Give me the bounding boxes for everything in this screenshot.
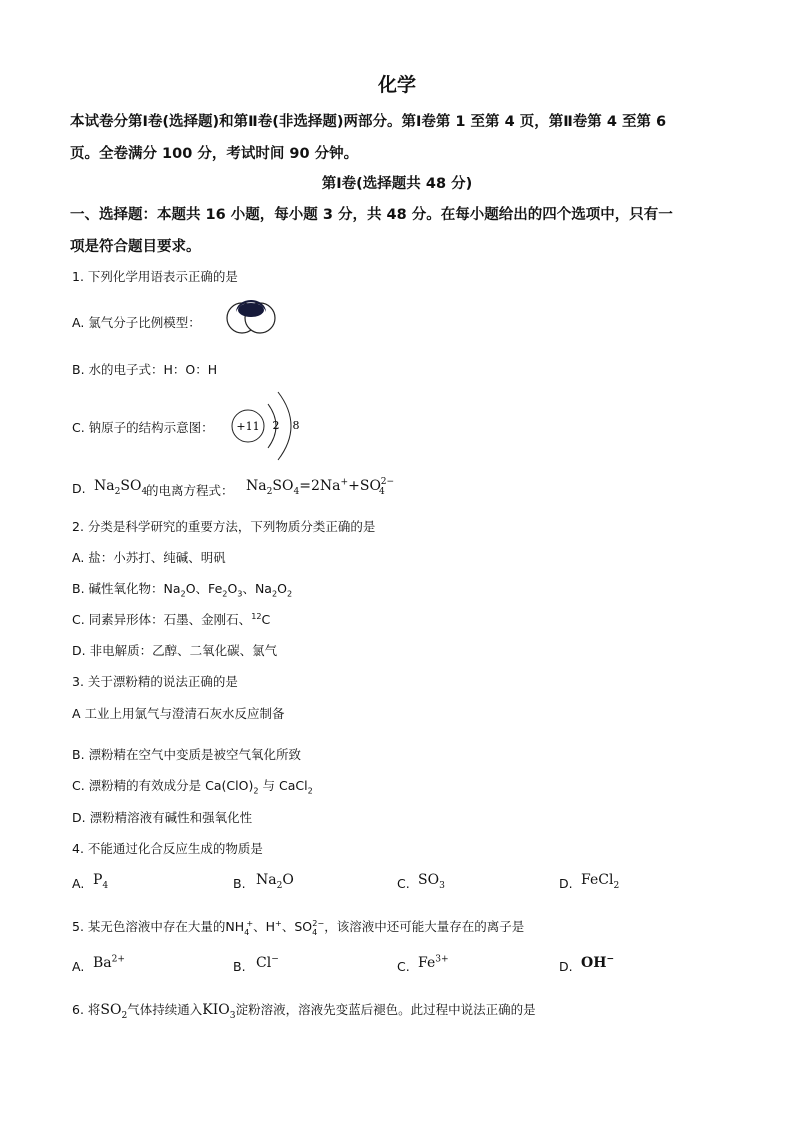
q1-option-a: A. 氯气分子比例模型： — [72, 315, 201, 330]
part1-heading: 第Ⅰ卷(选择题共 48 分) — [321, 176, 473, 192]
q1-d-text: 的电离方程式： — [146, 483, 234, 498]
q4-option-d-formula: FeCl$_2$ — [581, 872, 620, 891]
q2-stem: 2. 分类是科学研究的重要方法，下列物质分类正确的是 — [72, 519, 376, 534]
q5-option-b-ion: Cl− — [256, 954, 279, 971]
chlorine-molecule-model-image — [218, 298, 282, 340]
q5-option-b-label: B. — [233, 959, 246, 974]
q5-option-a-label: A. — [72, 959, 85, 974]
q3-option-d: D. 漂粉精溶液有碱性和强氧化性 — [72, 810, 253, 825]
section1-line-2: 项是符合题目要求。 — [70, 239, 201, 255]
q4-option-c-formula: $SO_3$ — [418, 872, 445, 891]
sodium-atom-structure-diagram — [228, 386, 308, 466]
q2-option-d: D. 非电解质：乙醇、二氧化碳、氯气 — [72, 643, 278, 658]
q2-option-a: A. 盐：小苏打、纯碱、明矾 — [72, 550, 226, 565]
q4-option-b-label: B. — [233, 876, 246, 891]
q2-option-c: C. 同素异形体：石墨、金刚石、$^{12}$C — [72, 610, 271, 627]
q4-stem: 4. 不能通过化合反应生成的物质是 — [72, 841, 263, 856]
q4-option-a-formula: $P_4$ — [93, 872, 109, 891]
q4-option-b-formula: $Na_2O$ — [256, 872, 294, 891]
shell1-label: 2 — [272, 419, 280, 432]
q1-option-b: B. 水的电子式：H：O：H — [72, 362, 218, 377]
q5-option-a-ion: $Ba^{2+}$ — [93, 954, 126, 971]
q1-option-c: C. 钠原子的结构示意图： — [72, 420, 214, 435]
intro-line-1: 本试卷分第Ⅰ卷(选择题)和第Ⅱ卷(非选择题)两部分。第Ⅰ卷第 1 至第 4 页，第Ⅱ卷第 4 至第 6 — [70, 114, 667, 130]
page-title: 化学 — [377, 74, 416, 96]
q3-option-b: B. 漂粉精在空气中变质是被空气氧化所致 — [72, 747, 302, 762]
q1-d-formula: $Na_2SO_4$ — [94, 478, 148, 497]
q6-stem: 6. 将$SO_2$气体持续通入$KIO_3$淀粉溶液，溶液先变蓝后褪色。此过程中说法正确的是 — [72, 1002, 536, 1021]
q4-option-a-label: A. — [72, 876, 85, 891]
q5-option-d-ion: OH− — [581, 953, 615, 971]
q2-option-b: B. 碱性氧化物：$Na_2O$、$Fe_2O_3$、$Na_2O_2$ — [72, 581, 293, 599]
q1-d-equation: $Na_2SO_4=2Na^++SO_4^{2-}$ — [246, 477, 395, 497]
q5-option-c-label: C. — [397, 959, 410, 974]
q3-option-c: C. 漂粉精的有效成分是 $Ca(ClO)_2$ 与 CaCl$_2$ — [72, 778, 313, 796]
q5-option-d-label: D. — [559, 959, 573, 974]
q4-option-d-label: D. — [559, 876, 573, 891]
q4-option-c-label: C. — [397, 876, 410, 891]
nucleus-label: +11 — [236, 420, 260, 433]
section1-line-1: 一、选择题：本题共 16 小题，每小题 3 分，共 48 分。在每小题给出的四个选项中，只有一 — [70, 207, 673, 223]
intro-line-2: 页。全卷满分 100 分，考试时间 90 分钟。 — [70, 146, 359, 162]
q1-stem: 1. 下列化学用语表示正确的是 — [72, 269, 238, 284]
q5-option-c-ion: $Fe^{3+}$ — [418, 954, 449, 971]
shell2-label: 8 — [292, 419, 300, 432]
q1-option-d-label: D. — [72, 481, 86, 496]
q5-stem: 5. 某无色溶液中存在大量的$NH_4^+$、H+、$SO_4^{2-}$，该溶液中还可能大量存在的离子是 — [72, 917, 525, 937]
q3-stem: 3. 关于漂粉精的说法正确的是 — [72, 674, 238, 689]
q3-option-a: A 工业上用氯气与澄清石灰水反应制备 — [72, 706, 285, 721]
